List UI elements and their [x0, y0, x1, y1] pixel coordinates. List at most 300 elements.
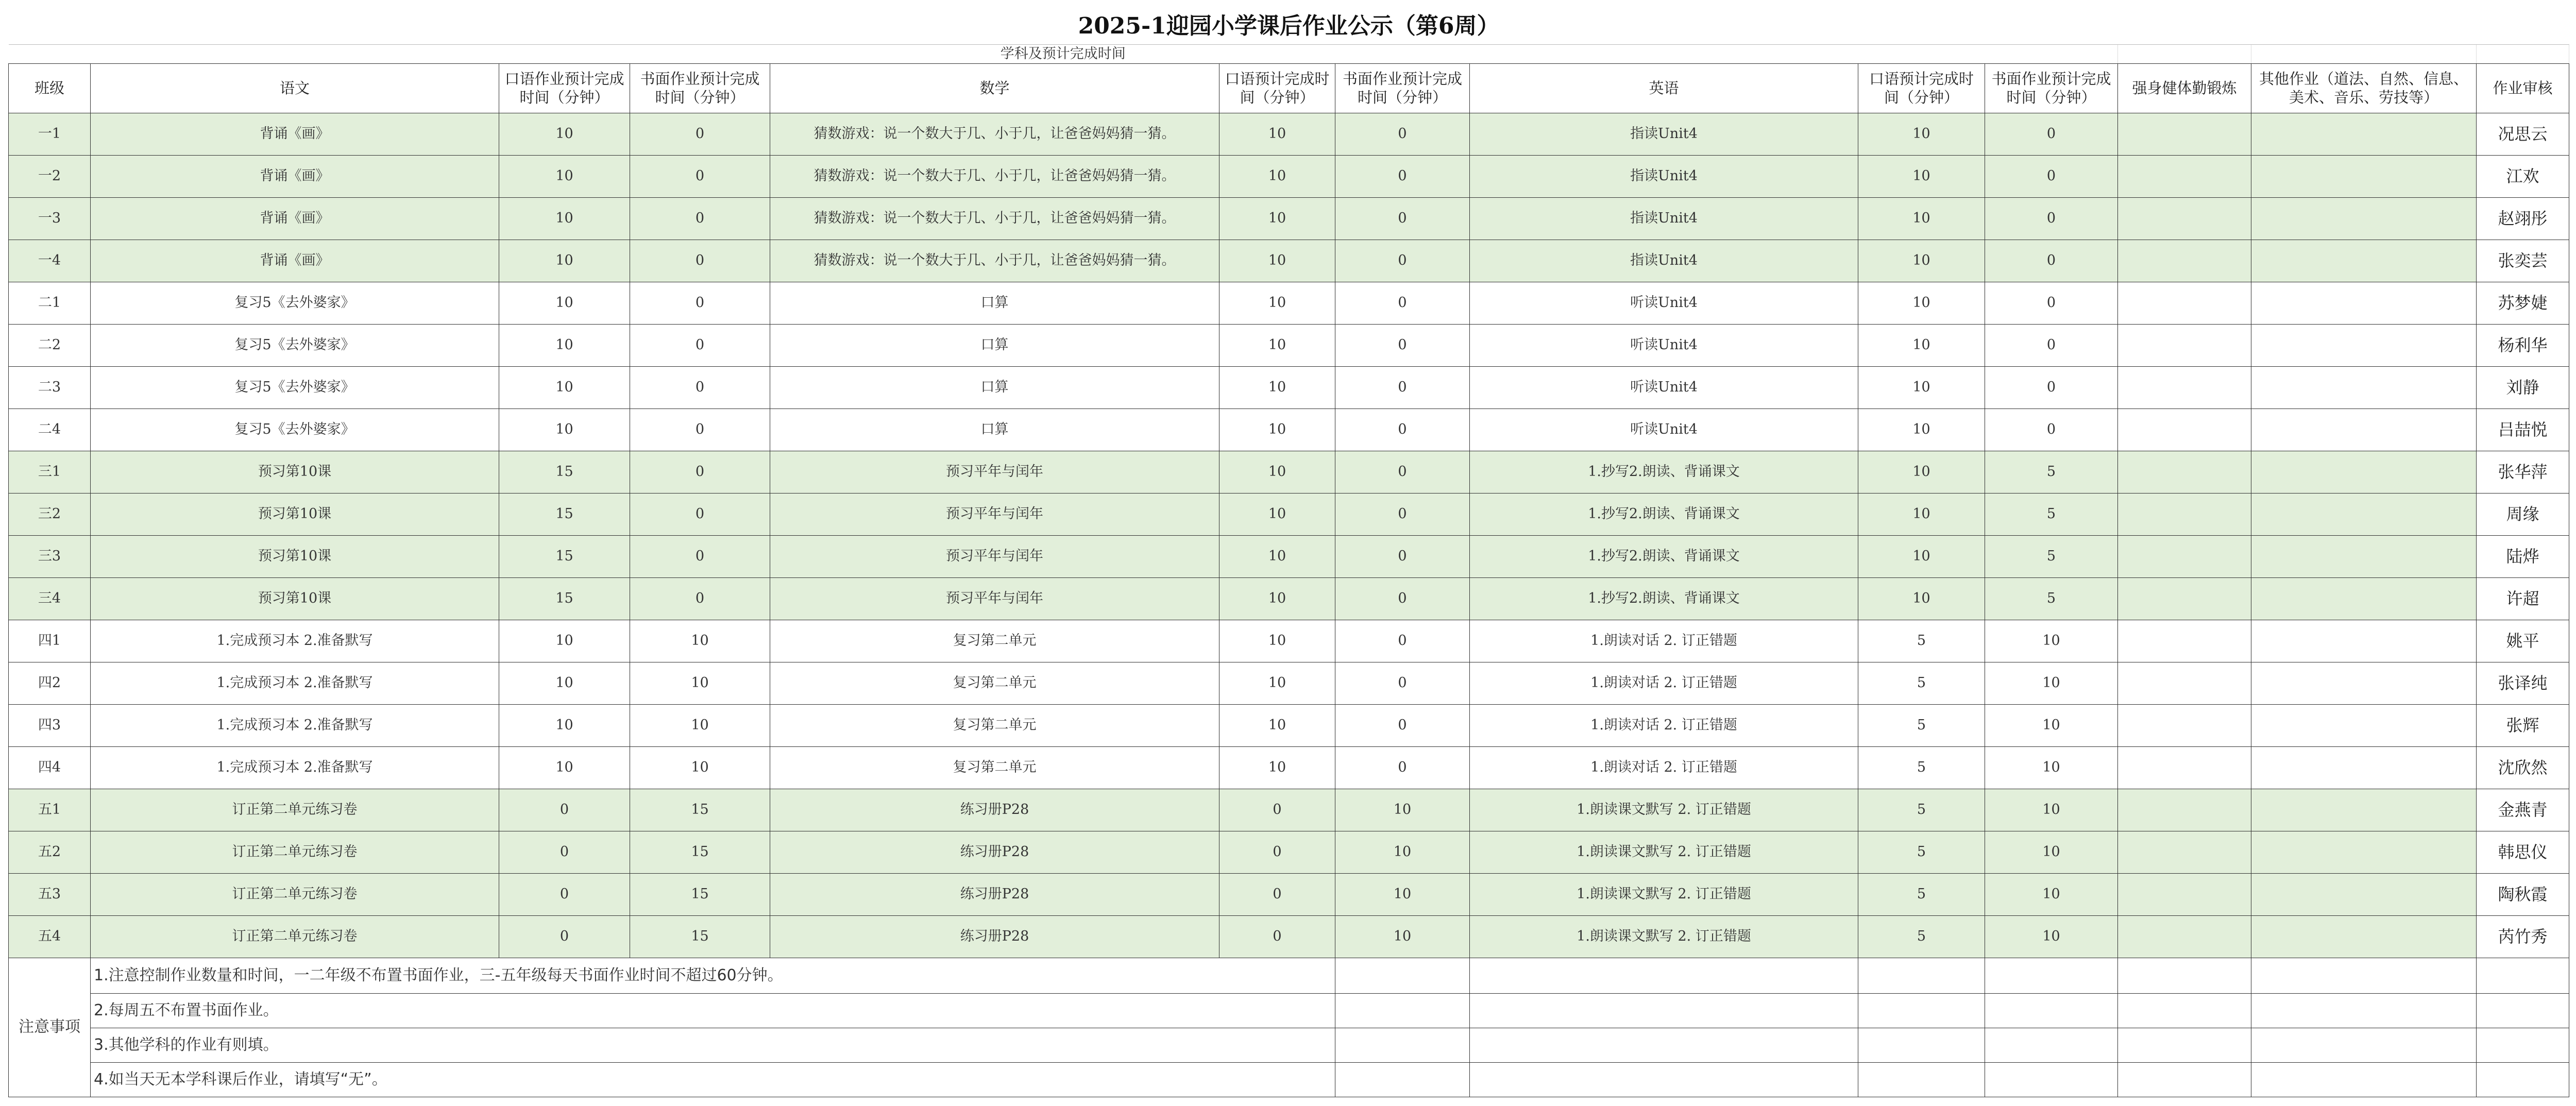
english-oral-cell: 10: [1858, 197, 1985, 240]
english-cell: 听读Unit4: [1470, 409, 1858, 451]
teacher-cell: 张辉: [2477, 704, 2569, 746]
header-chinese-oral: 口语作业预计完成时间（分钟）: [499, 63, 630, 113]
math-written-cell: 0: [1335, 620, 1470, 662]
math-cell: 预习平年与闰年: [770, 493, 1219, 535]
math-written-cell: 0: [1335, 409, 1470, 451]
chinese-written-cell: 15: [630, 873, 770, 915]
math-oral-cell: 10: [1219, 366, 1335, 409]
header-class: 班级: [9, 63, 91, 113]
note-item: 4.如当天无本学科课后作业，请填写“无”。: [91, 1062, 1335, 1097]
chinese-cell: 订正第二单元练习卷: [91, 789, 499, 831]
empty-cell: [2251, 958, 2477, 993]
teacher-cell: 张译纯: [2477, 662, 2569, 704]
english-written-cell: 10: [1985, 746, 2118, 789]
english-oral-cell: 10: [1858, 240, 1985, 282]
table-row: [9, 493, 2569, 535]
note-item: 2.每周五不布置书面作业。: [91, 993, 1335, 1028]
math-cell: 练习册P28: [770, 831, 1219, 873]
chinese-written-cell: 0: [630, 451, 770, 493]
chinese-written-cell: 0: [630, 493, 770, 535]
class-cell: 四1: [9, 620, 91, 662]
empty-cell: [1985, 1028, 2118, 1062]
table-row: [9, 451, 2569, 493]
empty-cell: [1470, 958, 1858, 993]
chinese-oral-cell: 10: [499, 113, 630, 155]
other-cell: [2251, 746, 2477, 789]
math-written-cell: 10: [1335, 831, 1470, 873]
chinese-cell: 订正第二单元练习卷: [91, 831, 499, 873]
empty-cell: [1470, 993, 1858, 1028]
math-oral-cell: 10: [1219, 324, 1335, 366]
other-cell: [2251, 577, 2477, 620]
empty-cell: [1335, 1062, 1470, 1097]
teacher-cell: 江欢: [2477, 155, 2569, 197]
empty-cell: [1858, 993, 1985, 1028]
empty-cell: [1470, 1062, 1858, 1097]
class-cell: 三2: [9, 493, 91, 535]
header-english-written: 书面作业预计完成时间（分钟）: [1985, 63, 2118, 113]
empty-cell: [2477, 1028, 2569, 1062]
chinese-cell: 预习第10课: [91, 451, 499, 493]
math-cell: 复习第二单元: [770, 746, 1219, 789]
english-oral-cell: 5: [1858, 620, 1985, 662]
other-cell: [2251, 409, 2477, 451]
english-cell: 1.朗读对话 2. 订正错题: [1470, 746, 1858, 789]
chinese-oral-cell: 15: [499, 535, 630, 577]
english-oral-cell: 10: [1858, 451, 1985, 493]
exercise-cell: [2118, 451, 2251, 493]
empty-cell: [1858, 958, 1985, 993]
table-row: [9, 240, 2569, 282]
chinese-written-cell: 0: [630, 409, 770, 451]
english-written-cell: 5: [1985, 451, 2118, 493]
table-row: [9, 746, 2569, 789]
chinese-written-cell: 15: [630, 831, 770, 873]
empty-cell: [1985, 993, 2118, 1028]
chinese-written-cell: 10: [630, 704, 770, 746]
other-cell: [2251, 282, 2477, 324]
english-cell: 1.朗读对话 2. 订正错题: [1470, 704, 1858, 746]
class-cell: 四3: [9, 704, 91, 746]
class-cell: 四2: [9, 662, 91, 704]
english-written-cell: 0: [1985, 409, 2118, 451]
math-cell: 口算: [770, 366, 1219, 409]
empty-cell: [2118, 1028, 2251, 1062]
notes-row: [9, 1062, 2569, 1097]
english-written-cell: 10: [1985, 873, 2118, 915]
teacher-cell: 陶秋霞: [2477, 873, 2569, 915]
chinese-written-cell: 0: [630, 155, 770, 197]
english-cell: 1.朗读课文默写 2. 订正错题: [1470, 789, 1858, 831]
empty-cell: [2251, 1062, 2477, 1097]
english-written-cell: 10: [1985, 620, 2118, 662]
table-row: [9, 366, 2569, 409]
math-written-cell: 0: [1335, 451, 1470, 493]
exercise-cell: [2118, 704, 2251, 746]
english-cell: 1.抄写2.朗读、背诵课文: [1470, 535, 1858, 577]
table-row: [9, 915, 2569, 958]
english-written-cell: 0: [1985, 240, 2118, 282]
empty-cell: [1335, 958, 1470, 993]
teacher-cell: 芮竹秀: [2477, 915, 2569, 958]
other-cell: [2251, 535, 2477, 577]
chinese-oral-cell: 15: [499, 577, 630, 620]
math-oral-cell: 10: [1219, 240, 1335, 282]
math-oral-cell: 0: [1219, 789, 1335, 831]
table-row: [9, 577, 2569, 620]
empty-cell: [2477, 1062, 2569, 1097]
chinese-oral-cell: 10: [499, 662, 630, 704]
chinese-cell: 订正第二单元练习卷: [91, 873, 499, 915]
chinese-written-cell: 10: [630, 662, 770, 704]
chinese-cell: 复习5《去外婆家》: [91, 409, 499, 451]
math-written-cell: 0: [1335, 366, 1470, 409]
class-cell: 三4: [9, 577, 91, 620]
teacher-cell: 苏梦婕: [2477, 282, 2569, 324]
exercise-cell: [2118, 915, 2251, 958]
blank-cell: [2477, 44, 2569, 63]
empty-cell: [1335, 993, 1470, 1028]
header-chinese: 语文: [91, 63, 499, 113]
empty-cell: [2118, 993, 2251, 1028]
math-written-cell: 0: [1335, 113, 1470, 155]
other-cell: [2251, 113, 2477, 155]
empty-cell: [2118, 1062, 2251, 1097]
english-written-cell: 10: [1985, 915, 2118, 958]
teacher-cell: 金燕青: [2477, 789, 2569, 831]
header-math-oral: 口语预计完成时间（分钟）: [1219, 63, 1335, 113]
empty-cell: [1985, 958, 2118, 993]
chinese-cell: 复习5《去外婆家》: [91, 324, 499, 366]
english-written-cell: 0: [1985, 155, 2118, 197]
math-written-cell: 0: [1335, 662, 1470, 704]
chinese-oral-cell: 0: [499, 915, 630, 958]
header-math-written: 书面作业预计完成时间（分钟）: [1335, 63, 1470, 113]
chinese-oral-cell: 10: [499, 746, 630, 789]
class-cell: 一4: [9, 240, 91, 282]
other-cell: [2251, 873, 2477, 915]
math-written-cell: 0: [1335, 493, 1470, 535]
math-oral-cell: 10: [1219, 620, 1335, 662]
math-oral-cell: 10: [1219, 662, 1335, 704]
english-cell: 1.朗读课文默写 2. 订正错题: [1470, 831, 1858, 873]
class-cell: 三1: [9, 451, 91, 493]
math-oral-cell: 10: [1219, 197, 1335, 240]
math-written-cell: 0: [1335, 577, 1470, 620]
math-oral-cell: 10: [1219, 113, 1335, 155]
blank-cell: [2251, 44, 2477, 63]
table-row: [9, 197, 2569, 240]
chinese-oral-cell: 10: [499, 197, 630, 240]
chinese-written-cell: 0: [630, 324, 770, 366]
header-chinese-written: 书面作业预计完成时间（分钟）: [630, 63, 770, 113]
math-cell: 预习平年与闰年: [770, 535, 1219, 577]
class-cell: 二4: [9, 409, 91, 451]
english-written-cell: 0: [1985, 113, 2118, 155]
math-oral-cell: 10: [1219, 493, 1335, 535]
english-oral-cell: 10: [1858, 155, 1985, 197]
chinese-cell: 复习5《去外婆家》: [91, 366, 499, 409]
chinese-oral-cell: 10: [499, 704, 630, 746]
math-written-cell: 0: [1335, 155, 1470, 197]
english-cell: 指读Unit4: [1470, 155, 1858, 197]
header-row: [9, 63, 2569, 113]
empty-cell: [1858, 1028, 1985, 1062]
exercise-cell: [2118, 789, 2251, 831]
chinese-written-cell: 0: [630, 113, 770, 155]
chinese-written-cell: 15: [630, 915, 770, 958]
table-row: [9, 113, 2569, 155]
math-cell: 练习册P28: [770, 915, 1219, 958]
table-row: [9, 873, 2569, 915]
chinese-cell: 1.完成预习本 2.准备默写: [91, 746, 499, 789]
exercise-cell: [2118, 282, 2251, 324]
english-oral-cell: 10: [1858, 366, 1985, 409]
math-oral-cell: 10: [1219, 577, 1335, 620]
chinese-written-cell: 0: [630, 197, 770, 240]
blank-cell: [2118, 44, 2251, 63]
empty-cell: [2477, 958, 2569, 993]
chinese-written-cell: 0: [630, 535, 770, 577]
exercise-cell: [2118, 197, 2251, 240]
english-written-cell: 10: [1985, 789, 2118, 831]
math-cell: 预习平年与闰年: [770, 577, 1219, 620]
class-cell: 一1: [9, 113, 91, 155]
math-oral-cell: 10: [1219, 704, 1335, 746]
exercise-cell: [2118, 535, 2251, 577]
teacher-cell: 许超: [2477, 577, 2569, 620]
english-cell: 听读Unit4: [1470, 324, 1858, 366]
teacher-cell: 韩思仪: [2477, 831, 2569, 873]
exercise-cell: [2118, 113, 2251, 155]
exercise-cell: [2118, 240, 2251, 282]
exercise-cell: [2118, 577, 2251, 620]
math-written-cell: 0: [1335, 535, 1470, 577]
other-cell: [2251, 704, 2477, 746]
chinese-cell: 背诵《画》: [91, 155, 499, 197]
teacher-cell: 姚平: [2477, 620, 2569, 662]
other-cell: [2251, 197, 2477, 240]
exercise-cell: [2118, 746, 2251, 789]
chinese-cell: 背诵《画》: [91, 197, 499, 240]
english-written-cell: 0: [1985, 324, 2118, 366]
class-cell: 二3: [9, 366, 91, 409]
english-cell: 指读Unit4: [1470, 240, 1858, 282]
title-row: [9, 8, 2569, 44]
table-row: [9, 324, 2569, 366]
other-cell: [2251, 366, 2477, 409]
exercise-cell: [2118, 873, 2251, 915]
table-row: [9, 704, 2569, 746]
class-cell: 二2: [9, 324, 91, 366]
english-written-cell: 0: [1985, 197, 2118, 240]
homework-table: [8, 8, 2569, 1097]
chinese-cell: 背诵《画》: [91, 240, 499, 282]
class-cell: 五4: [9, 915, 91, 958]
table-row: [9, 409, 2569, 451]
other-cell: [2251, 915, 2477, 958]
other-cell: [2251, 155, 2477, 197]
chinese-oral-cell: 10: [499, 282, 630, 324]
empty-cell: [1985, 1062, 2118, 1097]
exercise-cell: [2118, 493, 2251, 535]
chinese-oral-cell: 10: [499, 324, 630, 366]
notes-row: [9, 958, 2569, 993]
english-oral-cell: 5: [1858, 704, 1985, 746]
teacher-cell: 吕喆悦: [2477, 409, 2569, 451]
teacher-cell: 刘静: [2477, 366, 2569, 409]
other-cell: [2251, 662, 2477, 704]
math-oral-cell: 0: [1219, 915, 1335, 958]
exercise-cell: [2118, 366, 2251, 409]
math-cell: 猜数游戏：说一个数大于几、小于几，让爸爸妈妈猜一猜。: [770, 155, 1219, 197]
english-oral-cell: 5: [1858, 873, 1985, 915]
english-oral-cell: 10: [1858, 577, 1985, 620]
other-cell: [2251, 831, 2477, 873]
math-written-cell: 0: [1335, 746, 1470, 789]
header-english: 英语: [1470, 63, 1858, 113]
math-cell: 复习第二单元: [770, 620, 1219, 662]
math-oral-cell: 10: [1219, 535, 1335, 577]
chinese-cell: 背诵《画》: [91, 113, 499, 155]
english-cell: 听读Unit4: [1470, 282, 1858, 324]
english-written-cell: 10: [1985, 662, 2118, 704]
chinese-cell: 预习第10课: [91, 493, 499, 535]
notes-row: [9, 993, 2569, 1028]
teacher-cell: 况思云: [2477, 113, 2569, 155]
math-written-cell: 0: [1335, 704, 1470, 746]
math-written-cell: 10: [1335, 873, 1470, 915]
subject-subheader: 学科及预计完成时间: [9, 44, 2118, 63]
english-written-cell: 5: [1985, 535, 2118, 577]
class-cell: 一3: [9, 197, 91, 240]
teacher-cell: 沈欣然: [2477, 746, 2569, 789]
chinese-cell: 预习第10课: [91, 577, 499, 620]
math-cell: 猜数游戏：说一个数大于几、小于几，让爸爸妈妈猜一猜。: [770, 113, 1219, 155]
chinese-oral-cell: 10: [499, 240, 630, 282]
exercise-cell: [2118, 620, 2251, 662]
chinese-cell: 订正第二单元练习卷: [91, 915, 499, 958]
teacher-cell: 张华萍: [2477, 451, 2569, 493]
math-written-cell: 10: [1335, 915, 1470, 958]
english-oral-cell: 10: [1858, 282, 1985, 324]
math-cell: 练习册P28: [770, 873, 1219, 915]
english-oral-cell: 5: [1858, 662, 1985, 704]
english-cell: 1.抄写2.朗读、背诵课文: [1470, 577, 1858, 620]
exercise-cell: [2118, 409, 2251, 451]
teacher-cell: 张奕芸: [2477, 240, 2569, 282]
other-cell: [2251, 451, 2477, 493]
english-cell: 1.朗读对话 2. 订正错题: [1470, 620, 1858, 662]
chinese-oral-cell: 0: [499, 831, 630, 873]
chinese-oral-cell: 10: [499, 155, 630, 197]
chinese-oral-cell: 15: [499, 451, 630, 493]
table-row: [9, 789, 2569, 831]
table-row: [9, 155, 2569, 197]
table-row: [9, 831, 2569, 873]
english-oral-cell: 10: [1858, 113, 1985, 155]
chinese-written-cell: 0: [630, 240, 770, 282]
class-cell: 一2: [9, 155, 91, 197]
chinese-oral-cell: 0: [499, 789, 630, 831]
table-row: [9, 620, 2569, 662]
class-cell: 五3: [9, 873, 91, 915]
page-title: 2025-1迎园小学课后作业公示（第6周）: [9, 8, 2569, 44]
note-item: 3.其他学科的作业有则填。: [91, 1028, 1335, 1062]
math-cell: 复习第二单元: [770, 704, 1219, 746]
chinese-cell: 复习5《去外婆家》: [91, 282, 499, 324]
math-cell: 复习第二单元: [770, 662, 1219, 704]
chinese-cell: 1.完成预习本 2.准备默写: [91, 620, 499, 662]
teacher-cell: 杨利华: [2477, 324, 2569, 366]
empty-cell: [2118, 958, 2251, 993]
table-row: [9, 282, 2569, 324]
english-written-cell: 10: [1985, 831, 2118, 873]
header-exercise: 强身健体勤锻炼: [2118, 63, 2251, 113]
table-row: [9, 535, 2569, 577]
math-cell: 口算: [770, 282, 1219, 324]
english-written-cell: 10: [1985, 704, 2118, 746]
empty-cell: [2477, 993, 2569, 1028]
math-cell: 练习册P28: [770, 789, 1219, 831]
english-oral-cell: 10: [1858, 493, 1985, 535]
exercise-cell: [2118, 662, 2251, 704]
note-item: 1.注意控制作业数量和时间，一二年级不布置书面作业，三-五年级每天书面作业时间不超过60分钟。: [91, 958, 1335, 993]
empty-cell: [1470, 1028, 1858, 1062]
math-written-cell: 0: [1335, 282, 1470, 324]
other-cell: [2251, 620, 2477, 662]
english-cell: 1.朗读课文默写 2. 订正错题: [1470, 873, 1858, 915]
exercise-cell: [2118, 324, 2251, 366]
other-cell: [2251, 324, 2477, 366]
header-review: 作业审核: [2477, 63, 2569, 113]
chinese-cell: 1.完成预习本 2.准备默写: [91, 704, 499, 746]
empty-cell: [2251, 993, 2477, 1028]
class-cell: 五2: [9, 831, 91, 873]
chinese-written-cell: 0: [630, 282, 770, 324]
english-cell: 听读Unit4: [1470, 366, 1858, 409]
english-cell: 指读Unit4: [1470, 113, 1858, 155]
math-cell: 猜数游戏：说一个数大于几、小于几，让爸爸妈妈猜一猜。: [770, 240, 1219, 282]
chinese-written-cell: 10: [630, 620, 770, 662]
english-cell: 1.抄写2.朗读、背诵课文: [1470, 451, 1858, 493]
homework-sheet: [8, 8, 2569, 1097]
english-oral-cell: 10: [1858, 535, 1985, 577]
english-oral-cell: 10: [1858, 409, 1985, 451]
chinese-cell: 预习第10课: [91, 535, 499, 577]
english-oral-cell: 5: [1858, 915, 1985, 958]
empty-cell: [2251, 1028, 2477, 1062]
english-written-cell: 0: [1985, 366, 2118, 409]
math-oral-cell: 0: [1219, 831, 1335, 873]
class-cell: 五1: [9, 789, 91, 831]
header-other: 其他作业（道法、自然、信息、美术、音乐、劳技等）: [2251, 63, 2477, 113]
notes-row: [9, 1028, 2569, 1062]
chinese-oral-cell: 10: [499, 620, 630, 662]
class-cell: 三3: [9, 535, 91, 577]
math-written-cell: 0: [1335, 324, 1470, 366]
chinese-oral-cell: 10: [499, 366, 630, 409]
chinese-written-cell: 0: [630, 577, 770, 620]
class-cell: 四4: [9, 746, 91, 789]
math-oral-cell: 10: [1219, 746, 1335, 789]
header-english-oral: 口语预计完成时间（分钟）: [1858, 63, 1985, 113]
exercise-cell: [2118, 155, 2251, 197]
chinese-cell: 1.完成预习本 2.准备默写: [91, 662, 499, 704]
english-oral-cell: 5: [1858, 746, 1985, 789]
math-written-cell: 0: [1335, 240, 1470, 282]
math-oral-cell: 10: [1219, 451, 1335, 493]
